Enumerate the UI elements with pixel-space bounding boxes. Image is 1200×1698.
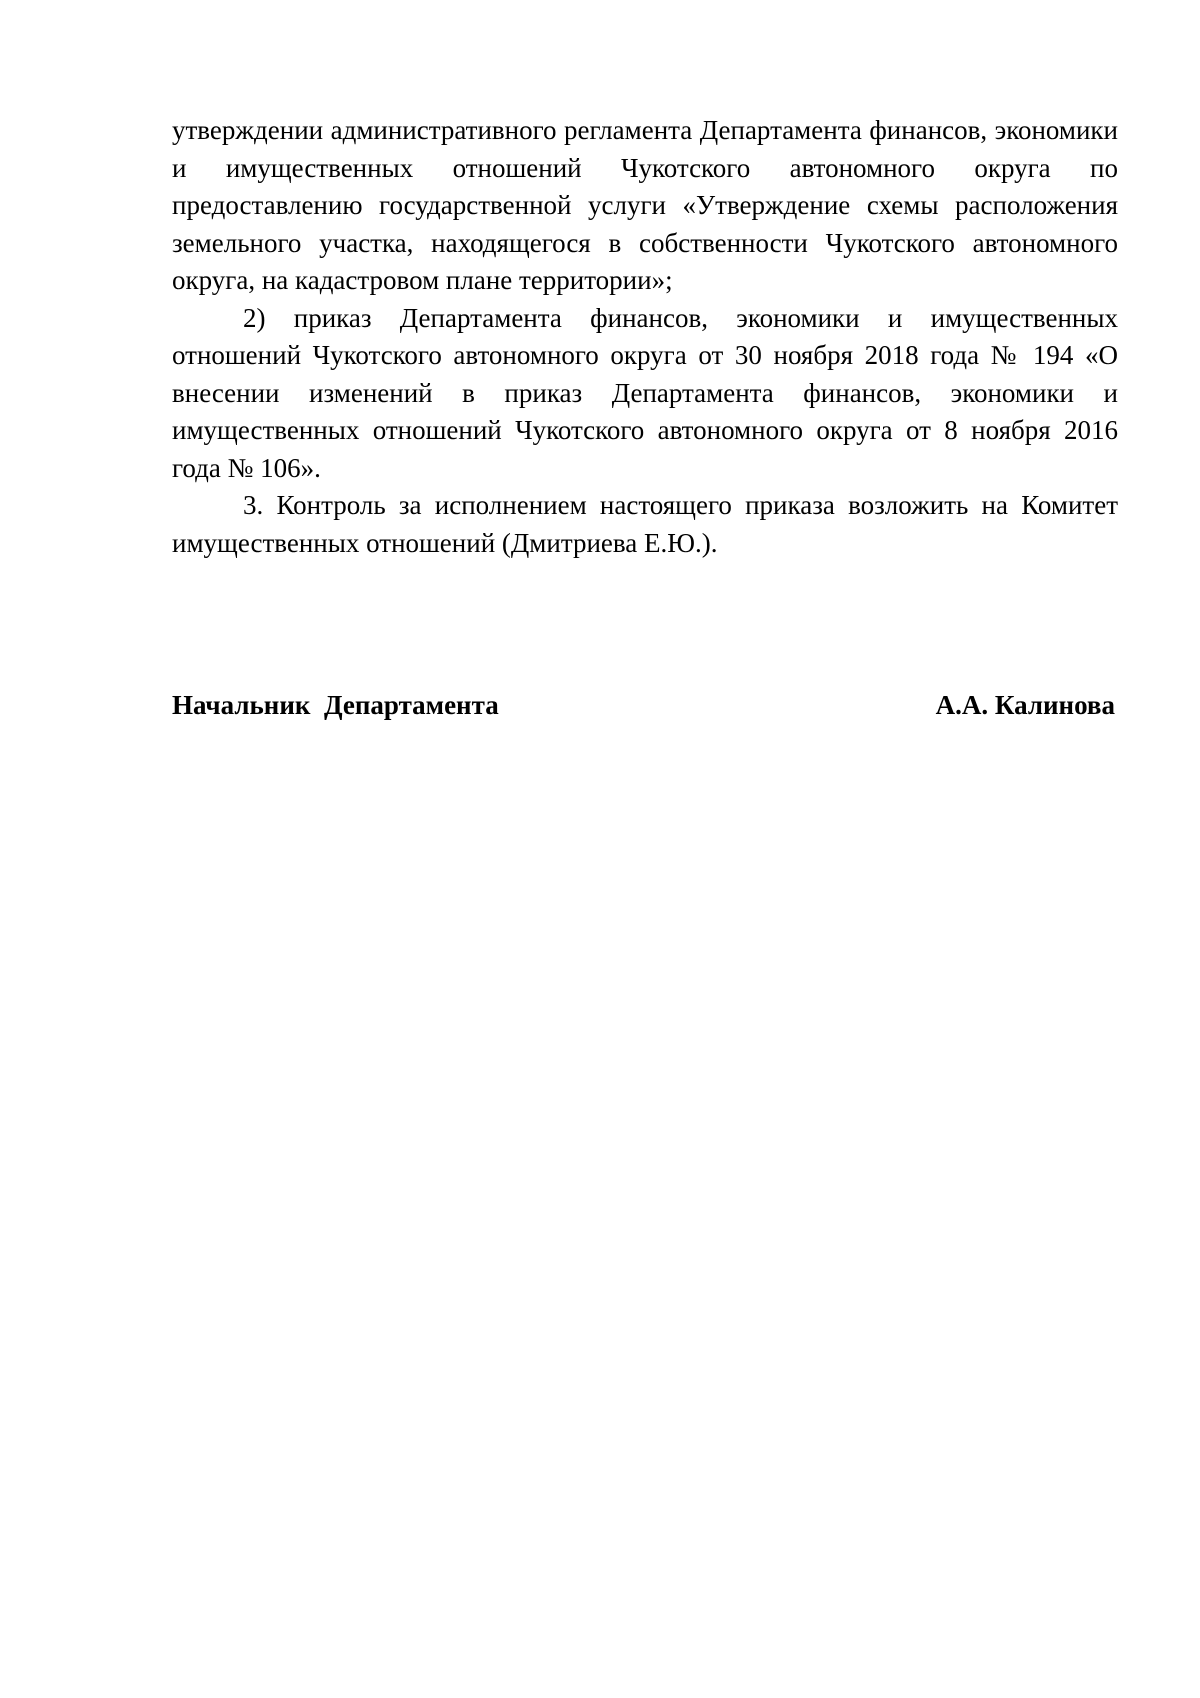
signatory-name: А.А. Калинова [935,690,1115,720]
signatory-position: Начальник Департамента [172,690,499,720]
paragraph-item-2: 2) приказ Департамента финансов, экономики и имущественных отношений Чукотского автономного округа от 30 ноября 2018 года № 194 «О внесении изменений в приказ Департамента финансов, экономики и имущественных отношений Чукотского автономного округа от 8 ноября 2016 года № 106». [172,302,1118,483]
paragraph-item-3: 3. Контроль за исполнением настоящего приказа возложить на Комитет имущественных отношений (Дмитриева Е.Ю.). [172,490,1118,558]
document-body [172,112,1118,562]
paragraph-continuation: утверждении административного регламента Департамента финансов, экономики и имущественных отношений Чукотского автономного округа по предоставлению государственной услуги «Утверждение схемы расположения земельного участка, находящегося в собственности Чукотского автономного округа, на кадастровом плане территории»; [172,115,1118,295]
signature-block [172,690,1118,730]
